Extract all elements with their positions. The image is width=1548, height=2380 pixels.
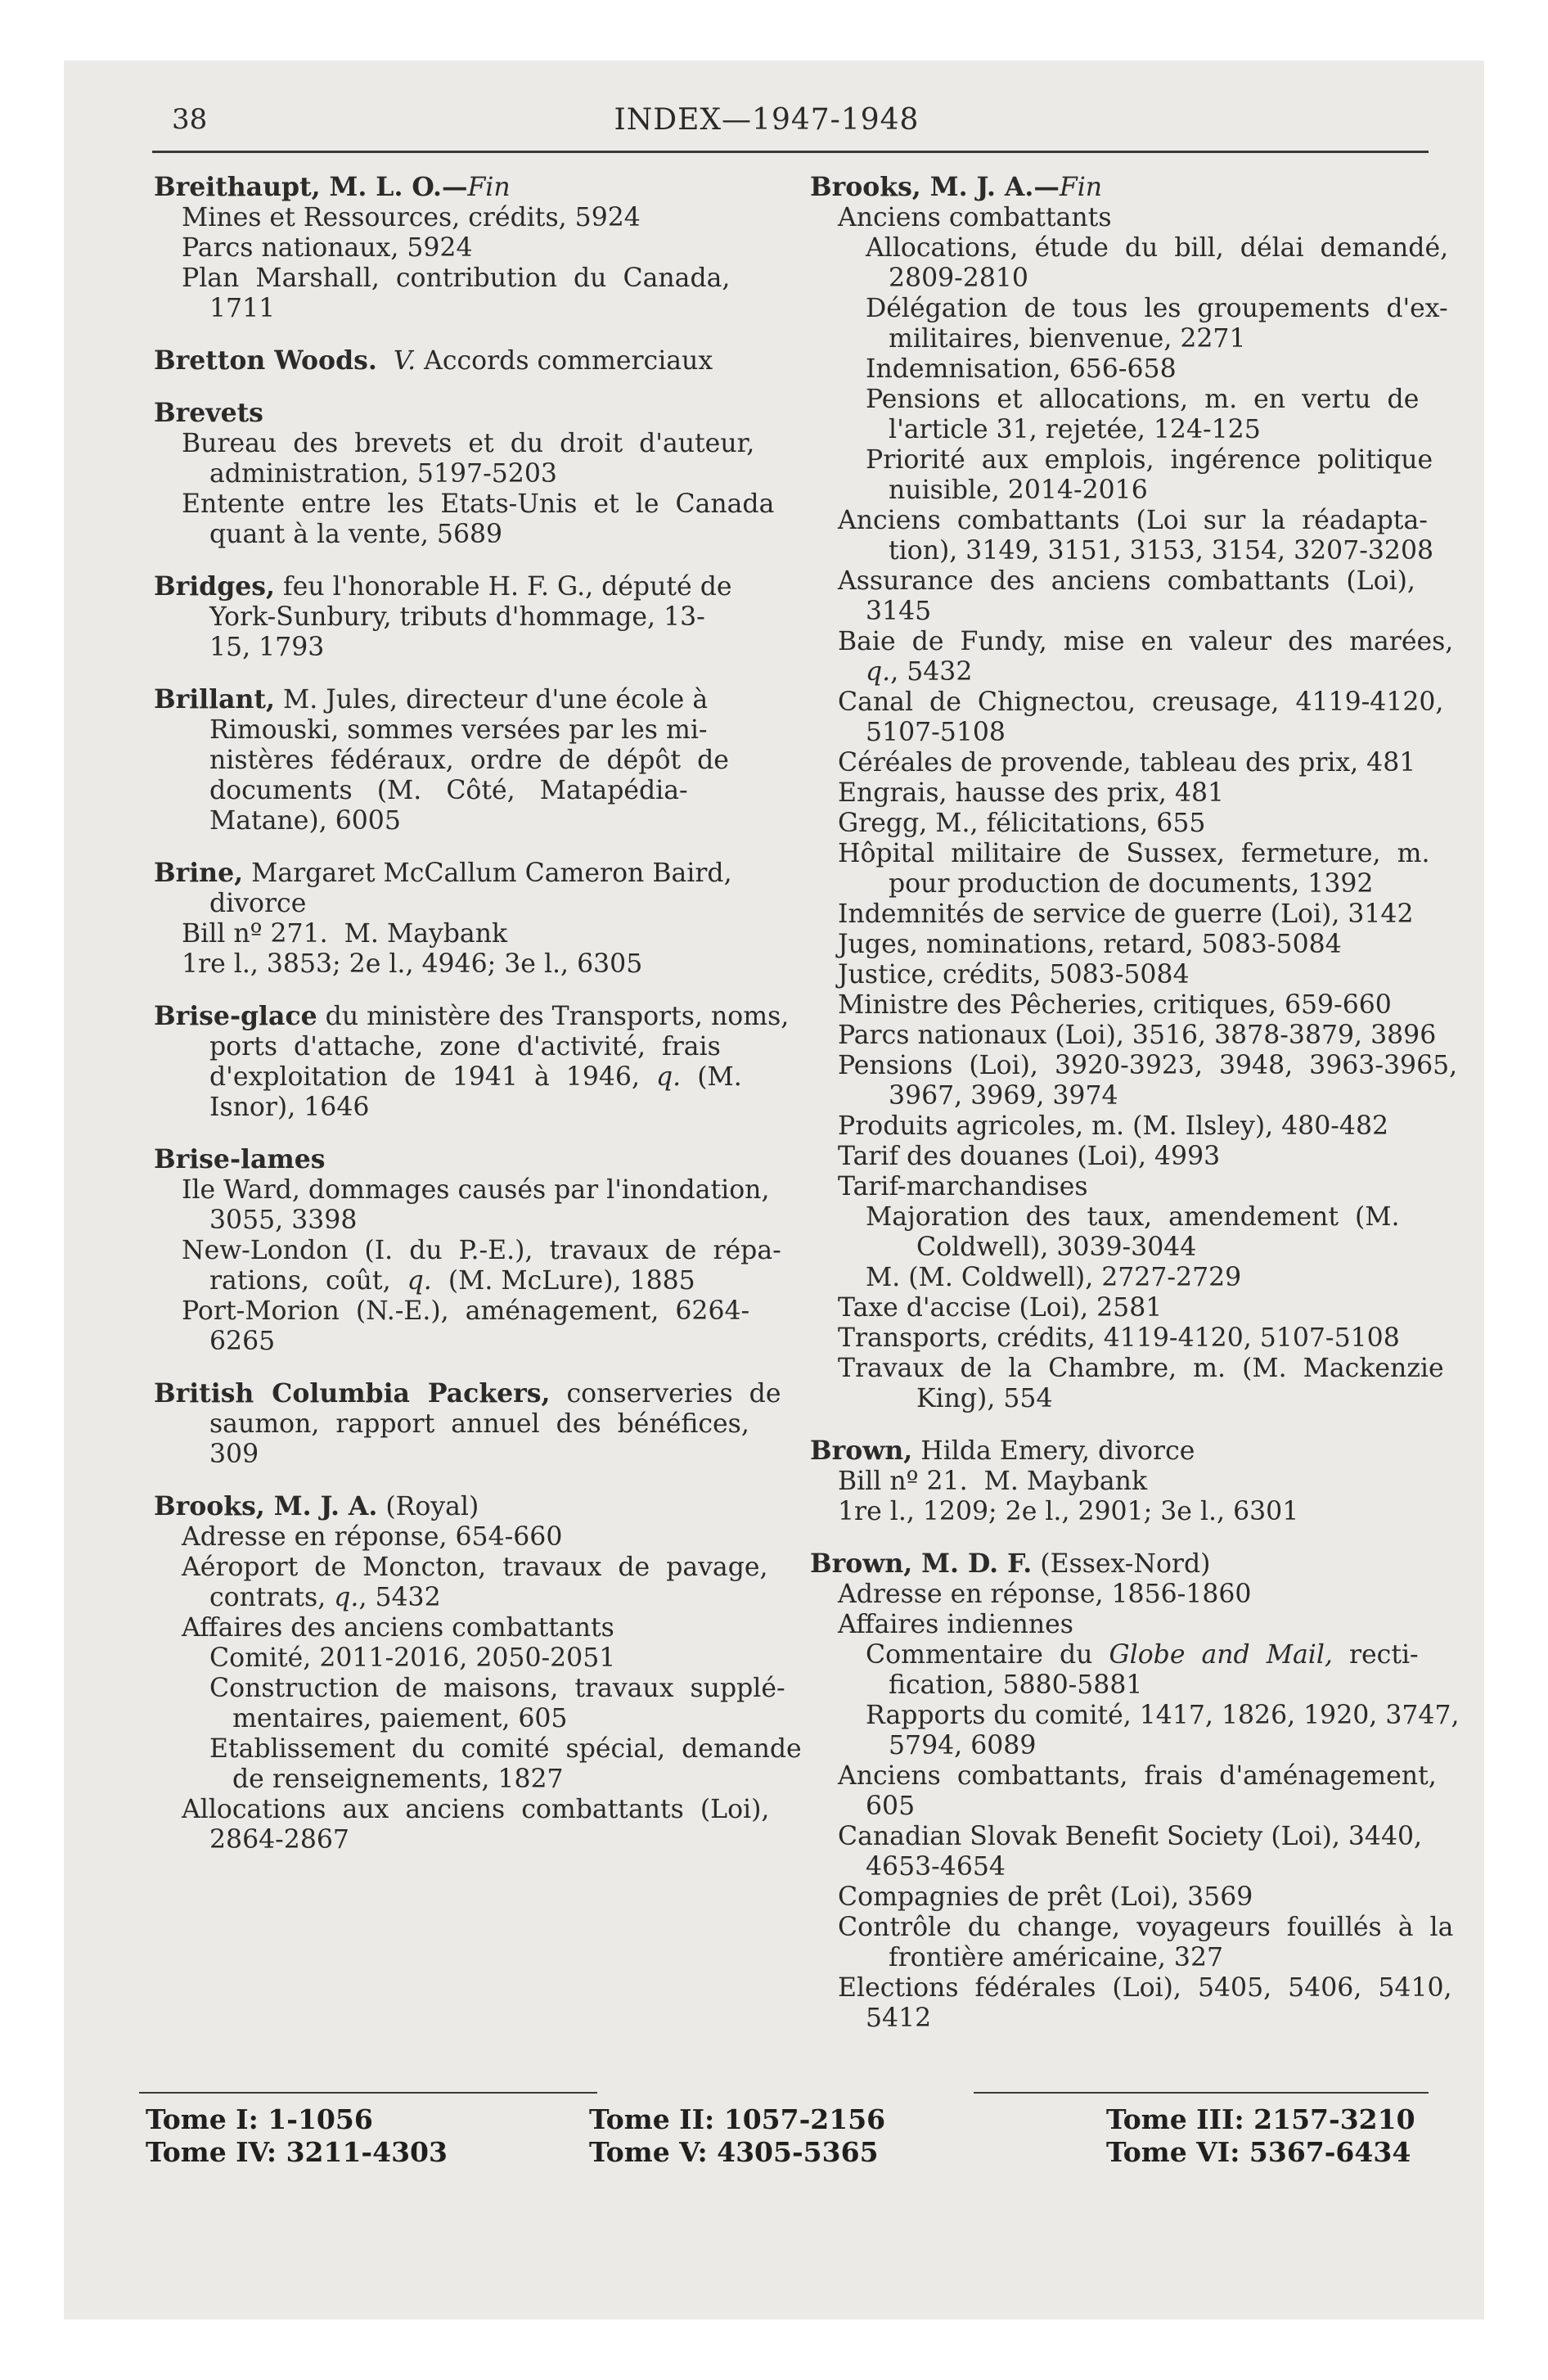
- index-subentry-line: [154, 746, 759, 776]
- index-text: recti-: [1332, 1640, 1419, 1670]
- index-subentry-line: [810, 324, 1432, 354]
- index-subentry-line: [810, 536, 1432, 566]
- index-subentry-line: [154, 294, 759, 324]
- index-text: Anciens combattants (Loi sur la réadapta-: [838, 506, 1428, 535]
- index-subentry-line: [154, 633, 759, 663]
- index-subentry-line: [154, 1643, 759, 1674]
- index-subentry-line: [154, 1327, 759, 1357]
- index-entry: [154, 172, 759, 324]
- index-text: du ministère des Transports, noms,: [317, 1002, 790, 1031]
- index-subentry-line: [810, 1973, 1452, 2004]
- index-subentry-line: [154, 1032, 759, 1062]
- index-heading-line: [154, 1001, 790, 1032]
- index-subentry-line: [810, 1263, 1432, 1293]
- index-subentry-line: [154, 1765, 759, 1795]
- index-subentry-line: [810, 476, 1432, 506]
- index-subentry-line: [810, 597, 1432, 627]
- index-subentry-line: [810, 1233, 1432, 1263]
- index-text: 309: [209, 1440, 259, 1469]
- index-subentry-line: [154, 203, 759, 233]
- index-subentry-line: [810, 1822, 1432, 1852]
- index-subentry-line: [810, 1670, 1432, 1701]
- index-subentry-line: [810, 899, 1432, 930]
- right-column: [810, 172, 1460, 2055]
- index-subentry-line: [810, 2004, 1432, 2034]
- index-text: Coldwell), 3039-3044: [916, 1233, 1197, 1262]
- index-subentry-line: [810, 354, 1432, 385]
- index-text: M. (M. Coldwell), 2727-2729: [866, 1263, 1242, 1292]
- index-entry: [154, 398, 775, 550]
- index-text: Compagnies de prêt (Loi), 3569: [838, 1882, 1253, 1912]
- index-subentry-line: [154, 1175, 770, 1206]
- index-subentry-line: [810, 1792, 1432, 1822]
- index-subentry-line: [810, 445, 1432, 476]
- index-subentry-line: [810, 203, 1432, 233]
- index-text: Fin: [467, 173, 511, 202]
- index-text: Ile Ward, dommages causés par l'inondation,: [182, 1175, 770, 1205]
- index-subentry-line: [810, 809, 1432, 839]
- index-text: Travaux de la Chambre, m. (M. Mackenzie: [838, 1354, 1444, 1383]
- index-text: militaires, bienvenue, 2271: [889, 324, 1246, 354]
- index-subentry-line: [154, 520, 759, 550]
- index-subentry-line: [154, 1409, 759, 1440]
- index-text: Tarif des douanes (Loi), 4993: [838, 1142, 1221, 1171]
- index-subentry-line: [154, 1825, 759, 1855]
- index-text: Hilda Emery, divorce: [912, 1436, 1195, 1466]
- index-subentry-line: [154, 1553, 768, 1583]
- footer-volume: Tome III: 2157-3210: [1106, 2103, 1415, 2135]
- index-text: q.: [407, 1266, 432, 1296]
- index-subentry-line: [154, 1266, 759, 1296]
- footer-volume: Tome IV: 3211-4303: [146, 2136, 448, 2168]
- index-subentry-line: [810, 1943, 1432, 1973]
- footer-rule-right: [974, 2092, 1429, 2094]
- index-text: pour production de documents, 1392: [889, 869, 1374, 899]
- index-subentry-line: [810, 1701, 1460, 1731]
- index-term: —: [1033, 172, 1060, 202]
- index-term: Bridges,: [154, 571, 275, 602]
- index-subentry-line: [154, 1674, 785, 1704]
- index-term: British Columbia Packers,: [154, 1378, 551, 1409]
- index-subentry-line: [810, 1172, 1432, 1202]
- index-text: 2809-2810: [889, 264, 1028, 293]
- index-subentry-line: [810, 233, 1449, 264]
- page-header: [105, 97, 1429, 146]
- index-text: Entente entre les Etats-Unis et le Canada: [182, 489, 775, 519]
- index-subentry-line: [154, 429, 759, 459]
- index-subentry-line: [154, 1583, 759, 1613]
- index-entry: [154, 345, 759, 376]
- index-text: Majoration des taux, amendement (M.: [866, 1202, 1400, 1232]
- index-text: Produits agricoles, m. (M. Ilsley), 480-482: [838, 1111, 1389, 1141]
- index-heading-line: [154, 345, 759, 376]
- index-text: Bureau des brevets et du droit d'auteur,: [182, 429, 755, 458]
- index-text: Construction de maisons, travaux supplé-: [209, 1674, 785, 1703]
- footer-volume: Tome I: 1-1056: [146, 2103, 373, 2135]
- index-text: frontière américaine, 327: [889, 1943, 1224, 1972]
- index-text: 3145: [866, 597, 932, 626]
- index-term: Brillant,: [154, 684, 275, 714]
- index-entry: [154, 571, 759, 663]
- index-text: rations, coût,: [209, 1266, 407, 1296]
- index-text: 1re l., 1209; 2e l., 2901; 3e l., 6301: [838, 1497, 1299, 1526]
- index-term: Brine,: [154, 858, 244, 888]
- index-text: (Royal): [377, 1492, 479, 1521]
- index-heading-line: [810, 1436, 1432, 1467]
- index-text: divorce: [209, 889, 307, 918]
- index-text: 3967, 3969, 3974: [889, 1081, 1118, 1111]
- index-text: Globe and Mail,: [1109, 1640, 1333, 1670]
- index-subentry-line: [810, 1610, 1432, 1640]
- index-subentry-line: [154, 1093, 759, 1123]
- index-subentry-line: [810, 627, 1454, 657]
- index-text: York-Sunbury, tributs d'hommage, 13-: [209, 602, 705, 632]
- index-text: [377, 346, 394, 376]
- index-subentry-line: [154, 889, 759, 919]
- index-text: quant à la vente, 5689: [209, 520, 503, 549]
- index-text: 6265: [209, 1327, 276, 1356]
- index-subentry-line: [810, 748, 1432, 778]
- index-entry: [154, 1144, 781, 1357]
- index-text: Rapports du comité, 1417, 1826, 1920, 3747,: [866, 1701, 1460, 1730]
- index-text: fication, 5880-5881: [889, 1670, 1143, 1700]
- index-text: 4653-4654: [866, 1852, 1006, 1882]
- left-column: [154, 172, 802, 1877]
- index-text: Tarif-marchandises: [838, 1172, 1088, 1201]
- index-subentry-line: [810, 718, 1432, 748]
- index-heading-line: [154, 684, 759, 715]
- footer-volumes-3: [1106, 2103, 1415, 2169]
- index-heading-line: [810, 1548, 1432, 1580]
- index-text: Justice, crédits, 5083-5084: [838, 960, 1190, 989]
- index-text: de renseignements, 1827: [232, 1765, 564, 1794]
- index-text: Anciens combattants: [838, 203, 1112, 232]
- index-text: Affaires des anciens combattants: [182, 1613, 614, 1643]
- index-term: Brown,: [810, 1436, 913, 1466]
- index-subentry-line: [810, 1021, 1437, 1051]
- index-text: l'article 31, rejetée, 124-125: [889, 415, 1261, 444]
- index-subentry-line: [810, 506, 1432, 536]
- index-text: Indemnisation, 656-658: [866, 354, 1177, 384]
- index-subentry-line: [154, 949, 759, 980]
- index-subentry-line: [810, 930, 1432, 960]
- index-heading-line: [810, 172, 1432, 203]
- index-subentry-line: [154, 264, 759, 294]
- index-entry: [810, 1548, 1460, 2034]
- index-heading-line: [154, 1491, 759, 1522]
- footer-volume: Tome V: 4305-5365: [589, 2136, 879, 2168]
- index-text: Port-Morion (N.-E.), aménagement, 6264-: [182, 1296, 750, 1326]
- index-entry: [154, 684, 759, 836]
- index-subentry-line: [810, 385, 1432, 415]
- index-text: 5107-5108: [866, 718, 1006, 747]
- index-heading-line: [154, 571, 759, 602]
- footer-volume: Tome VI: 5367-6434: [1106, 2136, 1411, 2168]
- index-text: 5794, 6089: [889, 1731, 1037, 1760]
- index-text: Rimouski, sommes versées par les mi-: [209, 715, 708, 745]
- index-text: , 5432: [890, 657, 973, 687]
- index-text: , 5432: [358, 1583, 441, 1612]
- index-subentry-line: [810, 960, 1432, 990]
- index-text: 1re l., 3853; 2e l., 4946; 3e l., 6305: [182, 949, 643, 979]
- index-text: q.: [334, 1583, 359, 1612]
- index-subentry-line: [154, 1795, 770, 1825]
- page-title: INDEX—1947-1948: [614, 103, 920, 137]
- index-text: Plan Marshall, contribution du Canada,: [182, 264, 731, 293]
- index-subentry-line: [810, 1354, 1444, 1384]
- index-text: (M.: [681, 1062, 742, 1092]
- index-text: 3055, 3398: [209, 1206, 358, 1235]
- index-subentry-line: [154, 1062, 759, 1093]
- index-subentry-line: [810, 1384, 1432, 1414]
- index-text: Assurance des anciens combattants (Loi),: [838, 566, 1415, 596]
- index-text: feu l'honorable H. F. G., député de: [274, 572, 732, 602]
- index-subentry-line: [810, 415, 1432, 445]
- index-heading-line: [154, 1378, 781, 1409]
- index-text: Parcs nationaux (Loi), 3516, 3878-3879, 3896: [838, 1021, 1437, 1050]
- index-text: tion), 3149, 3151, 3153, 3154, 3207-3208: [889, 536, 1434, 566]
- index-text: Etablissement du comité spécial, demande: [209, 1734, 802, 1764]
- index-text: 1711: [209, 294, 276, 323]
- footer-volumes-1: [146, 2103, 448, 2169]
- index-text: Ministre des Pêcheries, critiques, 659-660: [838, 990, 1392, 1020]
- index-subentry-line: [154, 1734, 802, 1765]
- index-entry: [154, 858, 759, 980]
- index-heading-line: [154, 172, 759, 203]
- index-text: Céréales de provende, tableau des prix, 481: [838, 748, 1416, 778]
- index-text: q.: [656, 1062, 682, 1092]
- index-text: 15, 1793: [209, 633, 325, 662]
- index-text: Engrais, hausse des prix, 481: [838, 778, 1225, 808]
- index-text: Transports, crédits, 4119-4120, 5107-5108: [838, 1323, 1400, 1353]
- index-subentry-line: [810, 1202, 1432, 1233]
- index-text: saumon, rapport annuel des bénéfices,: [209, 1409, 749, 1439]
- index-text: King), 554: [916, 1384, 1053, 1413]
- page-number: 38: [172, 103, 208, 136]
- index-subentry-line: [810, 1580, 1432, 1610]
- index-text: Bill nº 21. M. Maybank: [838, 1467, 1148, 1496]
- index-entry: [810, 1436, 1432, 1527]
- index-subentry-line: [810, 566, 1432, 597]
- index-entry: [154, 1001, 790, 1123]
- index-subentry-line: [154, 919, 759, 949]
- index-text: d'exploitation de 1941 à 1946,: [209, 1062, 656, 1092]
- index-subentry-line: [810, 264, 1432, 294]
- index-text: Allocations aux anciens combattants (Loi),: [182, 1795, 770, 1824]
- index-subentry-line: [810, 839, 1432, 869]
- index-heading-line: [154, 1144, 759, 1175]
- index-subentry-line: [154, 1236, 781, 1266]
- header-rule: [152, 151, 1429, 153]
- index-subentry-line: [154, 459, 759, 489]
- index-subentry-line: [810, 869, 1432, 899]
- index-text: Adresse en réponse, 654-660: [182, 1522, 563, 1552]
- index-subentry-line: [810, 1640, 1432, 1670]
- index-subentry-line: [810, 1293, 1432, 1323]
- index-term: Brooks, M. J. A.: [810, 172, 1034, 202]
- index-text: Aéroport de Moncton, travaux de pavage,: [182, 1553, 768, 1582]
- index-subentry-line: [154, 1613, 759, 1643]
- index-text: Bill nº 271. M. Maybank: [182, 919, 508, 949]
- index-subentry-line: [154, 1522, 759, 1553]
- index-subentry-line: [810, 687, 1444, 718]
- index-heading-line: [154, 858, 759, 889]
- index-subentry-line: [154, 1704, 759, 1734]
- index-subentry-line: [810, 1497, 1432, 1527]
- index-text: Pensions et allocations, m. en vertu de: [866, 385, 1420, 414]
- index-subentry-line: [810, 657, 1432, 687]
- index-text: Mines et Ressources, crédits, 5924: [182, 203, 641, 232]
- index-term: Brown, M. D. F.: [810, 1548, 1033, 1579]
- index-subentry-line: [154, 806, 759, 836]
- index-text: M. Jules, directeur d'une école à: [274, 685, 709, 714]
- index-subentry-line: [810, 1852, 1432, 1882]
- index-subentry-line: [810, 778, 1432, 809]
- index-subentry-line: [810, 1467, 1432, 1497]
- index-text: Affaires indiennes: [838, 1610, 1073, 1639]
- index-text: 605: [866, 1792, 916, 1821]
- index-text: Commentaire du: [866, 1640, 1109, 1670]
- index-text: Fin: [1059, 173, 1103, 202]
- index-subentry-line: [154, 1206, 759, 1236]
- index-text: Priorité aux emplois, ingérence politique: [866, 445, 1433, 475]
- index-text: (Essex-Nord): [1032, 1549, 1211, 1579]
- index-subentry-line: [810, 1142, 1432, 1172]
- index-text: mentaires, paiement, 605: [232, 1704, 568, 1733]
- index-text: Adresse en réponse, 1856-1860: [838, 1580, 1252, 1609]
- index-text: Isnor), 1646: [209, 1093, 370, 1122]
- index-text: Elections fédérales (Loi), 5405, 5406, 5410,: [838, 1973, 1452, 2003]
- index-text: 2864-2867: [209, 1825, 349, 1855]
- index-subentry-line: [810, 1731, 1432, 1761]
- index-entry: [154, 1491, 802, 1855]
- index-term: Brise-glace: [154, 1001, 317, 1031]
- index-term: Breithaupt, M. L. O.: [154, 172, 442, 202]
- index-text: Margaret McCallum Cameron Baird,: [243, 859, 732, 888]
- index-entry: [810, 172, 1458, 1414]
- index-subentry-line: [810, 1323, 1432, 1354]
- index-text: ports d'attache, zone d'activité, frais: [209, 1032, 721, 1062]
- index-text: Comité, 2011-2016, 2050-2051: [209, 1643, 616, 1673]
- index-subentry-line: [154, 1296, 759, 1327]
- index-text: 5412: [866, 2004, 932, 2033]
- index-entry: [154, 1378, 781, 1470]
- index-text: V.: [393, 346, 416, 376]
- footer-volumes-2: [589, 2103, 885, 2169]
- index-subentry-line: [154, 715, 759, 746]
- footer-volume: Tome II: 1057-2156: [589, 2103, 886, 2135]
- index-term: Brise-lames: [154, 1144, 326, 1174]
- index-subentry-line: [810, 294, 1448, 324]
- index-text: Gregg, M., félicitations, 655: [838, 809, 1206, 838]
- index-text: Matane), 6005: [209, 806, 401, 836]
- index-text: q.: [866, 657, 891, 687]
- index-subentry-line: [154, 776, 759, 806]
- index-subentry-line: [154, 1440, 759, 1470]
- index-text: nuisible, 2014-2016: [889, 476, 1148, 505]
- index-text: Hôpital militaire de Sussex, fermeture, m.: [838, 839, 1430, 868]
- index-text: Taxe d'accise (Loi), 2581: [838, 1293, 1163, 1323]
- index-text: Anciens combattants, frais d'aménagement,: [838, 1761, 1437, 1791]
- index-text: Délégation de tous les groupements d'ex-: [866, 294, 1448, 323]
- index-term: Brevets: [154, 398, 263, 428]
- index-text: conserveries de: [550, 1379, 781, 1409]
- index-heading-line: [154, 398, 759, 429]
- index-subentry-line: [810, 1882, 1432, 1913]
- footer-rule-left: [139, 2092, 597, 2094]
- index-subentry-line: [810, 1761, 1437, 1792]
- index-subentry-line: [810, 1913, 1454, 1943]
- index-text: (M. McLure), 1885: [431, 1266, 695, 1296]
- index-subentry-line: [810, 990, 1432, 1021]
- index-text: Pensions (Loi), 3920-3923, 3948, 3963-3965,: [838, 1051, 1458, 1080]
- index-text: documents (M. Côté, Matapédia-: [209, 776, 688, 805]
- index-text: contrats,: [209, 1583, 335, 1612]
- index-subentry-line: [154, 233, 759, 264]
- index-text: administration, 5197-5203: [209, 459, 557, 489]
- index-subentry-line: [154, 602, 759, 633]
- index-term: Brooks, M. J. A.: [154, 1491, 378, 1521]
- index-term: —: [441, 172, 468, 202]
- index-text: Juges, nominations, retard, 5083-5084: [838, 930, 1342, 959]
- index-text: Canadian Slovak Benefit Society (Loi), 3440,: [838, 1822, 1423, 1851]
- index-term: Bretton Woods.: [154, 345, 377, 376]
- index-text: Contrôle du change, voyageurs fouillés à la: [838, 1913, 1454, 1942]
- index-subentry-line: [810, 1081, 1432, 1111]
- index-text: Baie de Fundy, mise en valeur des marées,: [838, 627, 1454, 656]
- index-subentry-line: [810, 1051, 1458, 1081]
- index-text: Accords commerciaux: [416, 346, 713, 376]
- index-subentry-line: [810, 1111, 1432, 1142]
- index-text: Parcs nationaux, 5924: [182, 233, 473, 263]
- index-text: nistères fédéraux, ordre de dépôt de: [209, 746, 729, 775]
- index-text: Indemnités de service de guerre (Loi), 3142: [838, 899, 1414, 929]
- index-subentry-line: [154, 489, 775, 520]
- index-text: New-London (I. du P.-E.), travaux de répa-: [182, 1236, 781, 1265]
- index-text: Canal de Chignectou, creusage, 4119-4120,: [838, 687, 1444, 717]
- index-text: Allocations, étude du bill, délai demandé,: [866, 233, 1449, 263]
